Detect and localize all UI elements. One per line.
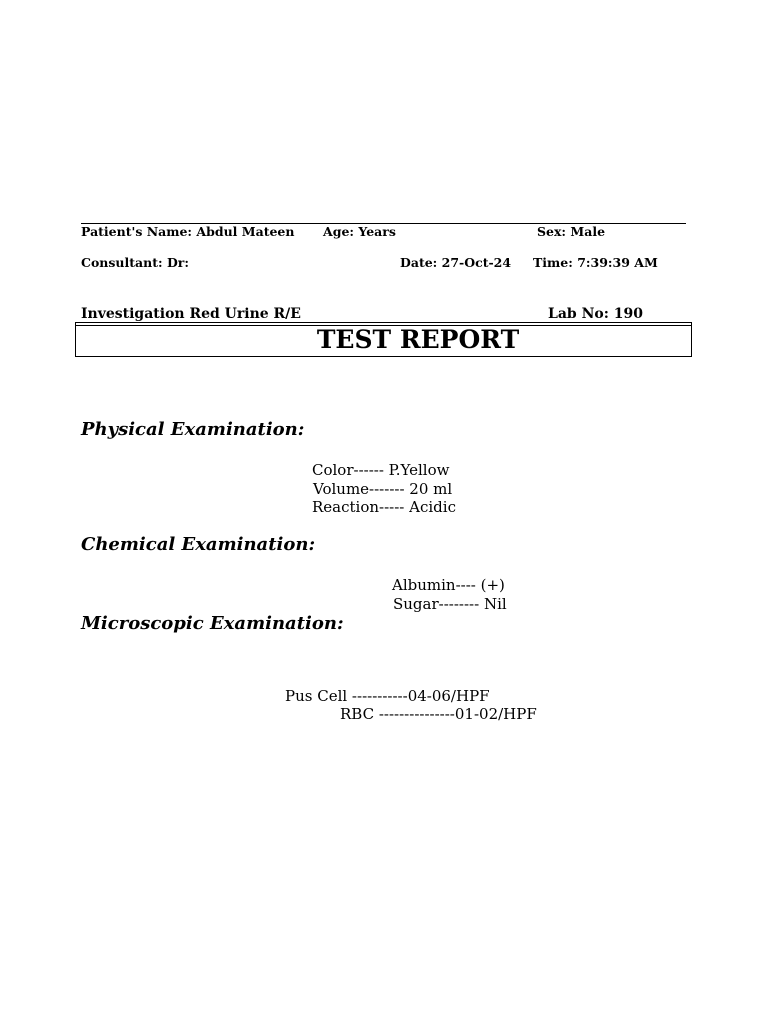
chemical-sugar: Sugar-------- Nil <box>393 595 507 613</box>
physical-reaction: Reaction----- Acidic <box>312 498 456 516</box>
chemical-albumin: Albumin---- (+) <box>392 576 505 594</box>
microscopic-pus-cell: Pus Cell -----------04-06/HPF <box>285 687 490 705</box>
patient-name: Patient's Name: Abdul Mateen <box>81 224 295 239</box>
physical-heading: Physical Examination: <box>81 419 305 440</box>
report-date: Date: 27-Oct-24 <box>400 255 512 270</box>
microscopic-heading: Microscopic Examination: <box>81 613 344 634</box>
report-title: TEST REPORT <box>316 325 520 354</box>
physical-volume: Volume------- 20 ml <box>313 480 453 498</box>
physical-color: Color------ P.Yellow <box>312 461 450 479</box>
report-time: Time: 7:39:39 AM <box>533 255 658 270</box>
investigation-label: Investigation Red Urine R/E <box>81 306 301 322</box>
lab-number: Lab No: 190 <box>548 306 643 322</box>
chemical-heading: Chemical Examination: <box>81 534 316 555</box>
consultant: Consultant: Dr: <box>81 255 189 270</box>
microscopic-rbc: RBC ---------------01-02/HPF <box>340 705 537 723</box>
patient-sex: Sex: Male <box>537 224 606 239</box>
patient-age: Age: Years <box>323 224 396 239</box>
title-box <box>75 322 692 357</box>
